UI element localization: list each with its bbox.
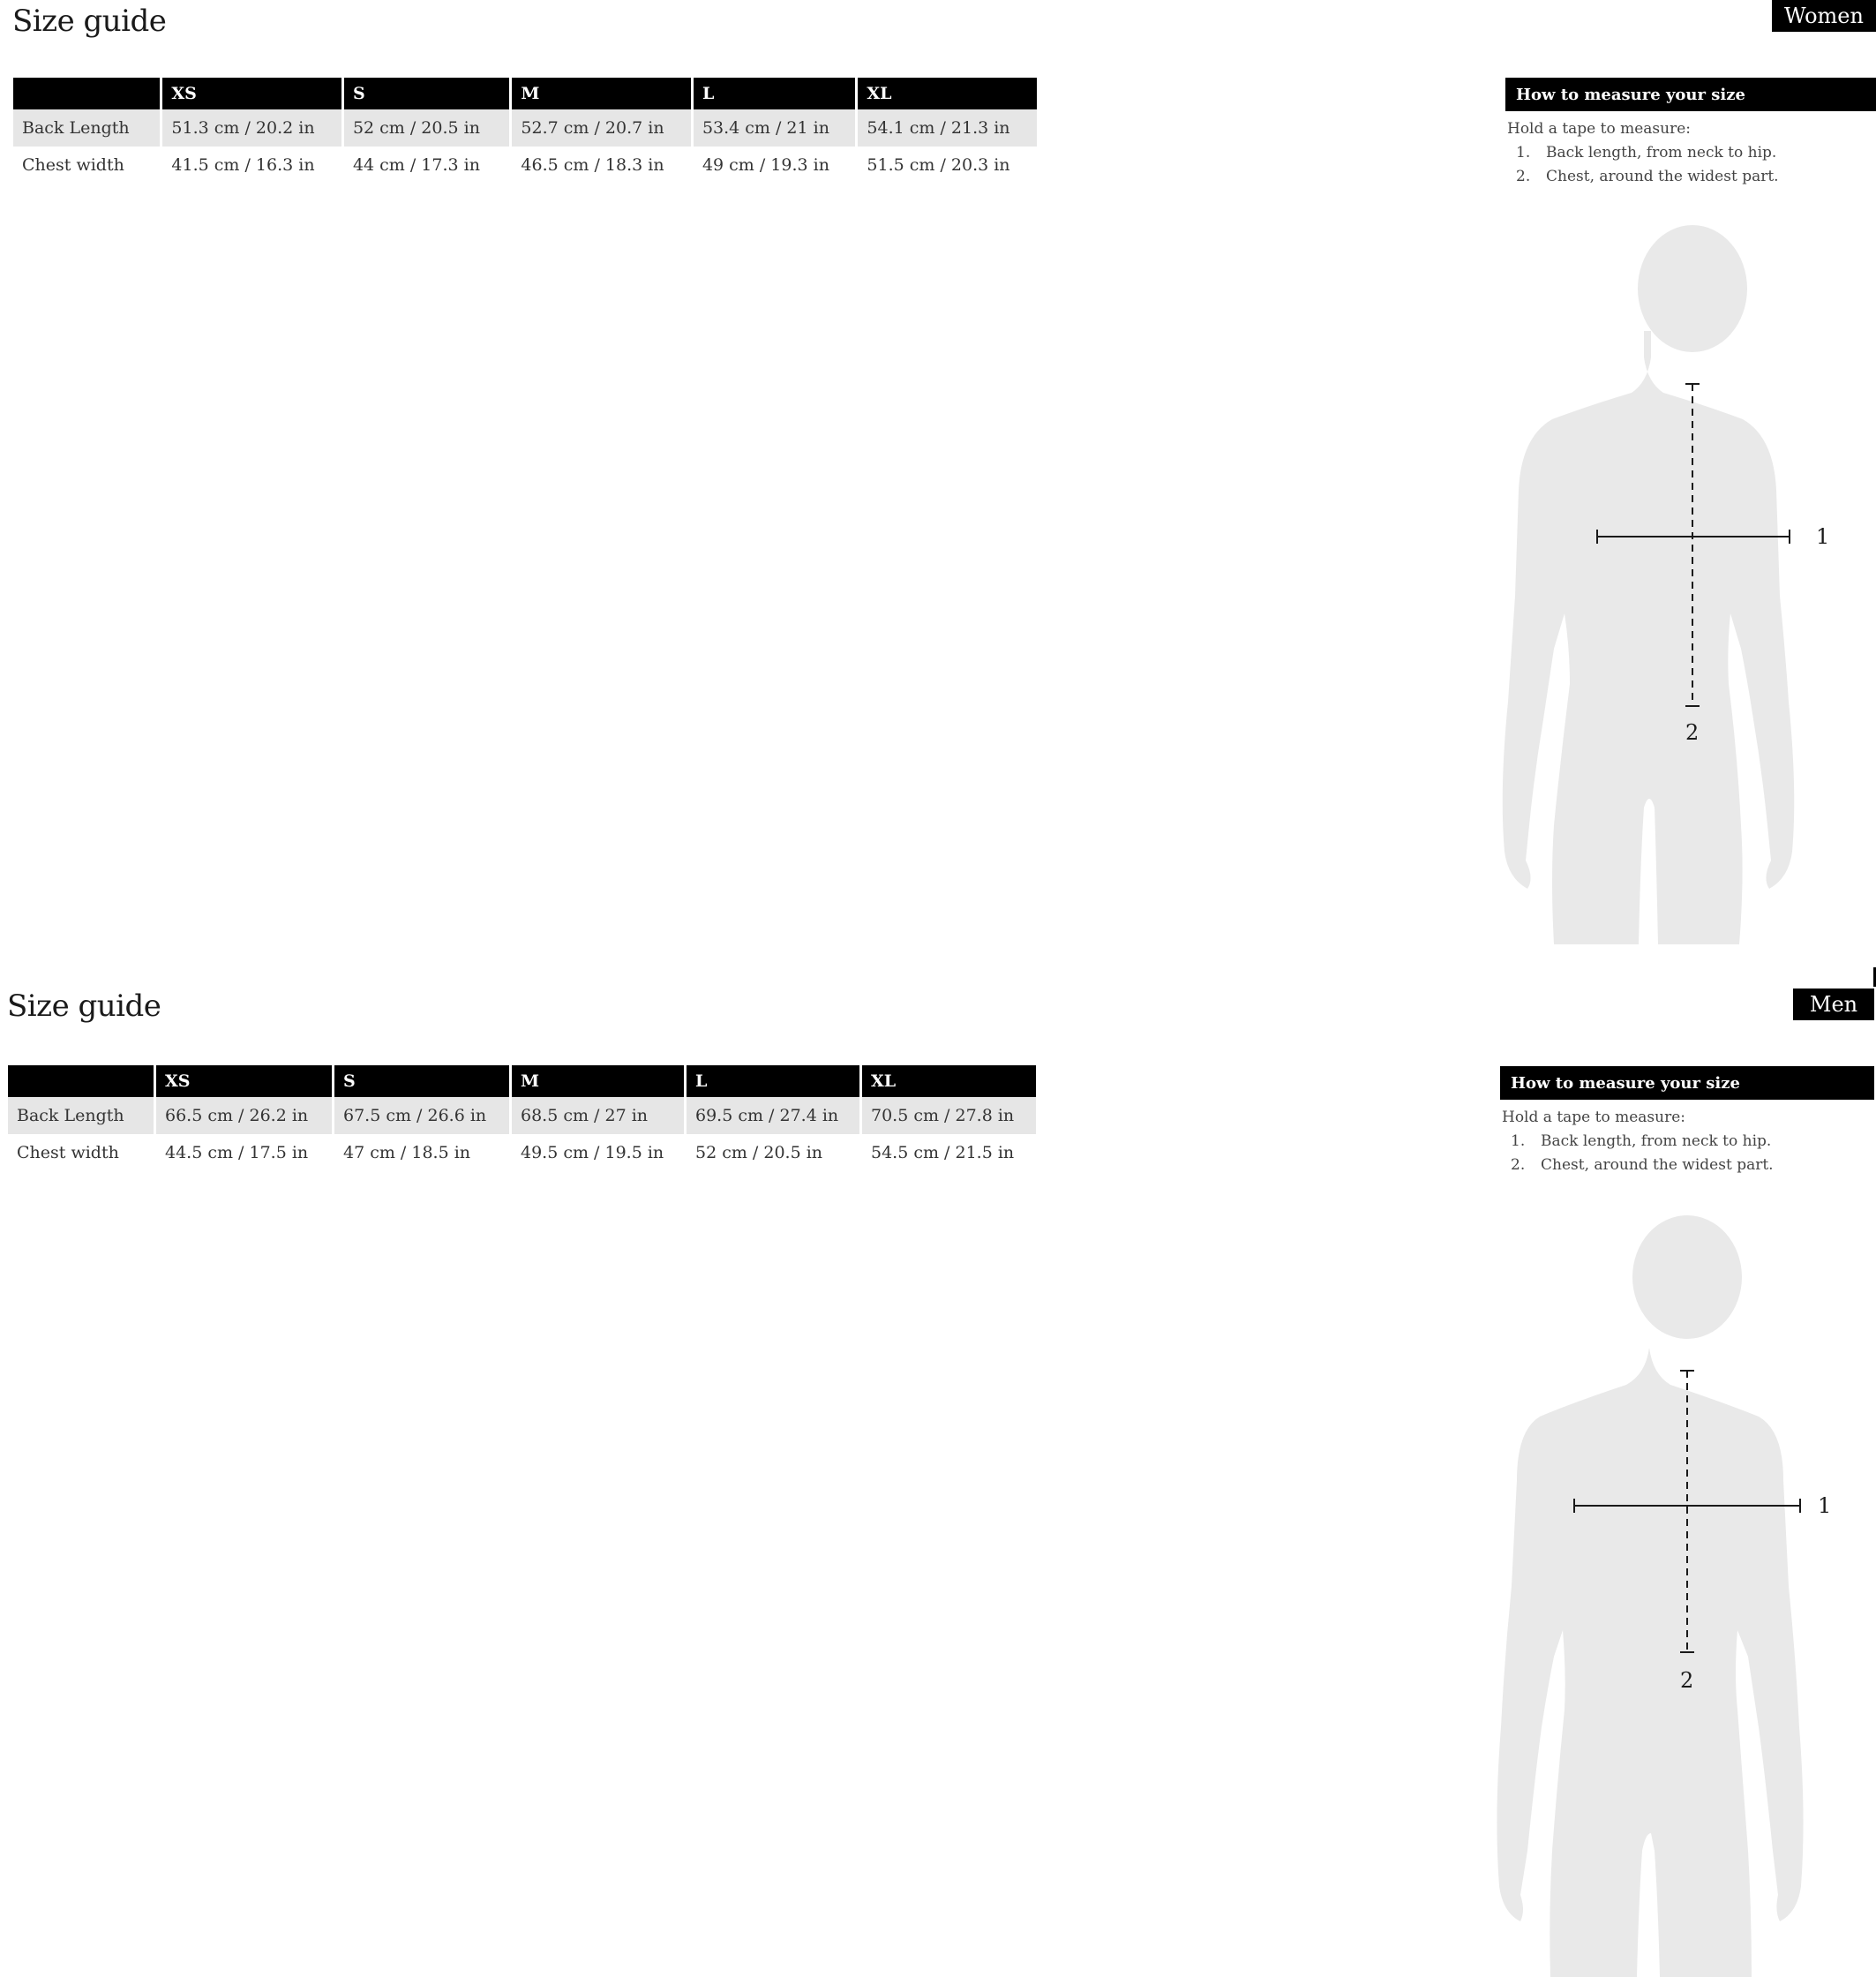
table-header-row [13, 78, 1037, 109]
table-cell: 52 cm / 20.5 in [695, 1143, 823, 1162]
table-cell: 69.5 cm / 27.4 in [687, 1097, 859, 1134]
row-label: Chest width [17, 1143, 119, 1162]
table-cell: 51.3 cm / 20.2 in [162, 109, 341, 147]
marker-1: 1 [1818, 1493, 1832, 1518]
marker-2: 2 [1685, 720, 1700, 745]
list-item: 1. Back length, from neck to hip. [1511, 1132, 1772, 1150]
measure-instructions [1500, 1066, 1874, 1177]
column-header-m: M [512, 78, 691, 109]
table-cell: 52.7 cm / 20.7 in [512, 109, 691, 147]
column-header-xl: XL [858, 78, 1037, 109]
list-item: 1. Back length, from neck to hip. [1516, 144, 1777, 162]
column-header-l: L [687, 1065, 859, 1097]
size-table-men [5, 1065, 1039, 1171]
measure-header: How to measure your size [1500, 1066, 1874, 1100]
marker-2: 2 [1680, 1668, 1694, 1693]
list-item: 2. Chest, around the widest part. [1511, 1156, 1774, 1174]
size-table-women [11, 78, 1039, 184]
column-header [13, 78, 160, 109]
row-label: Back Length [8, 1097, 154, 1134]
column-header-s: S [344, 78, 509, 109]
column-header-m: M [512, 1065, 684, 1097]
table-cell: 44 cm / 17.3 in [352, 155, 480, 175]
column-header-s: S [334, 1065, 509, 1097]
gender-badge-women[interactable]: Women [1772, 0, 1876, 32]
measure-steps [1500, 1130, 1874, 1177]
row-label: Chest width [22, 155, 124, 175]
column-header-xs: XS [162, 78, 341, 109]
gender-badge-men[interactable]: Men [1793, 988, 1874, 1020]
silhouette-shape [1497, 1215, 1803, 1977]
table-cell: 70.5 cm / 27.8 in [862, 1097, 1036, 1134]
table-cell: 51.5 cm / 20.3 in [867, 155, 1010, 175]
table-cell: 67.5 cm / 26.6 in [334, 1097, 509, 1134]
page-title: Size guide [7, 988, 161, 1024]
column-header-xs: XS [156, 1065, 332, 1097]
measure-header: How to measure your size [1505, 78, 1876, 111]
table-row-chest-width [13, 147, 1037, 184]
size-guide-women [0, 0, 1876, 988]
table-cell: 66.5 cm / 26.2 in [156, 1097, 332, 1134]
table-row-back-length [13, 109, 1037, 147]
marker-1: 1 [1816, 524, 1830, 549]
table-cell: 54.1 cm / 21.3 in [858, 109, 1037, 147]
measure-instructions [1505, 78, 1876, 189]
column-header-xl: XL [862, 1065, 1036, 1097]
size-guide-men [0, 988, 1876, 1977]
table-cell: 47 cm / 18.5 in [343, 1143, 471, 1162]
measure-steps [1505, 141, 1876, 189]
table-cell: 46.5 cm / 18.3 in [521, 155, 664, 175]
list-item: 2. Chest, around the widest part. [1516, 168, 1779, 185]
table-row-chest-width [8, 1134, 1036, 1171]
row-label: Back Length [13, 109, 160, 147]
table-cell: 54.5 cm / 21.5 in [871, 1143, 1015, 1162]
column-header-l: L [694, 78, 855, 109]
table-cell: 68.5 cm / 27 in [512, 1097, 684, 1134]
table-header-row [8, 1065, 1036, 1097]
silhouette-shape [1503, 225, 1795, 944]
body-silhouette-men [1495, 1215, 1876, 1977]
table-cell: 49 cm / 19.3 in [702, 155, 829, 175]
measure-intro: Hold a tape to measure: [1502, 1109, 1686, 1126]
measure-intro: Hold a tape to measure: [1507, 120, 1692, 138]
body-silhouette-women [1500, 225, 1876, 944]
table-cell: 49.5 cm / 19.5 in [521, 1143, 664, 1162]
table-cell: 41.5 cm / 16.3 in [171, 155, 315, 175]
table-cell: 52 cm / 20.5 in [344, 109, 509, 147]
table-row-back-length [8, 1097, 1036, 1134]
table-cell: 53.4 cm / 21 in [694, 109, 855, 147]
table-cell: 44.5 cm / 17.5 in [165, 1143, 309, 1162]
column-header [8, 1065, 154, 1097]
page-title: Size guide [12, 4, 167, 39]
